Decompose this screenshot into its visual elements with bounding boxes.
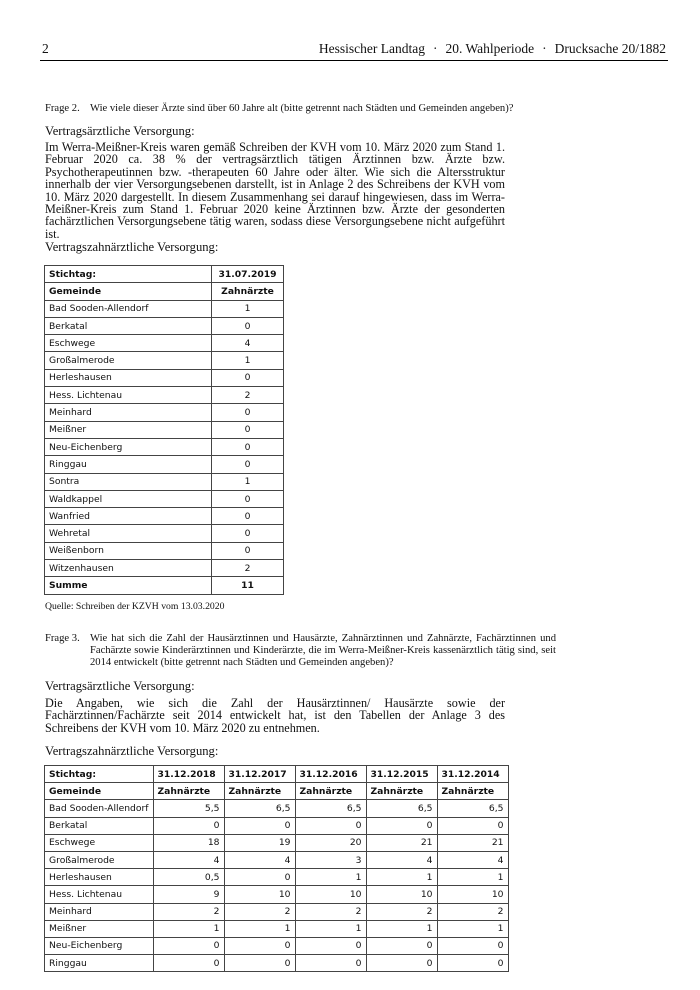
municipality-name: Meißner bbox=[45, 421, 212, 438]
municipality-name: Meißner bbox=[45, 920, 154, 937]
dentist-count: 0 bbox=[212, 542, 284, 559]
table-source: Quelle: Schreiben der KZVH vom 13.03.2020 bbox=[45, 601, 225, 612]
dentist-count: 1 bbox=[437, 869, 508, 886]
stichtag-date: 31.07.2019 bbox=[212, 266, 284, 283]
municipality-name: Ringgau bbox=[45, 456, 212, 473]
dentist-count: 2 bbox=[437, 903, 508, 920]
question-label: Frage 2. bbox=[45, 103, 80, 114]
municipality-name: Wehretal bbox=[45, 525, 212, 542]
table-sum-row bbox=[45, 577, 284, 594]
dentists-2019-table bbox=[44, 265, 284, 595]
dentist-count: 0 bbox=[224, 817, 295, 834]
municipality-name: Herleshausen bbox=[45, 369, 212, 386]
stichtag-label: Stichtag: bbox=[45, 266, 212, 283]
stichtag-label: Stichtag: bbox=[45, 766, 154, 783]
section-heading: Vertragsärztliche Versorgung: bbox=[45, 124, 195, 138]
dentist-count: 0 bbox=[366, 817, 437, 834]
stichtag-date: 31.12.2017 bbox=[224, 766, 295, 783]
stichtag-date: 31.12.2014 bbox=[437, 766, 508, 783]
municipality-name: Witzenhausen bbox=[45, 560, 212, 577]
table-row bbox=[45, 817, 509, 834]
dentist-count: 0 bbox=[212, 438, 284, 455]
dentist-count: 2 bbox=[366, 903, 437, 920]
municipality-name: Wanfried bbox=[45, 508, 212, 525]
column-header-zahnaerzte: Zahnärzte bbox=[212, 283, 284, 300]
dentist-count: 21 bbox=[437, 834, 508, 851]
dentist-count: 2 bbox=[153, 903, 224, 920]
answer-paragraph: Im Werra-Meißner-Kreis waren gemäß Schreiben der KVH vom 10. März 2020 zum Stand 1. Februar 2020 ca. 38 % der vertragsärztlich tätigen Ärztinnen bzw. Ärzte bzw. Psychotherapeutinnen bzw. -therapeuten 60 Jahre oder älter. Wie sich die Altersstruktur innerhalb der vier Versorgungsebenen darstellt, ist in Anlage 2 des Schreibens der KVH vom 10. März 2020 dargestellt. In diesem Zusammenhang sei darauf hingewiesen, dass im Werra-Meißner-Kreis zum Stand 1. Februar 2020 keine Ärztinnen bzw. Ärzte der gesonderten fachärztlichen Versorgungsebene tätig waren, sodass diese Versorgungsebene nicht aufgeführt ist. bbox=[45, 140, 505, 241]
dentist-count: 5,5 bbox=[153, 800, 224, 817]
dentist-count: 0 bbox=[437, 937, 508, 954]
column-header-gemeinde: Gemeinde bbox=[45, 283, 212, 300]
dentist-count: 0 bbox=[153, 817, 224, 834]
stichtag-date: 31.12.2018 bbox=[153, 766, 224, 783]
table-header-row bbox=[45, 783, 509, 800]
table-row bbox=[45, 834, 509, 851]
dentist-count: 0 bbox=[212, 456, 284, 473]
dentist-count: 4 bbox=[212, 335, 284, 352]
dentist-count: 18 bbox=[153, 834, 224, 851]
dentist-count: 6,5 bbox=[366, 800, 437, 817]
municipality-name: Herleshausen bbox=[45, 869, 154, 886]
dentist-count: 0 bbox=[366, 937, 437, 954]
header-period: 20. Wahlperiode bbox=[445, 41, 535, 56]
table-header-row bbox=[45, 766, 509, 783]
dentist-count: 0 bbox=[212, 404, 284, 421]
table-row bbox=[45, 369, 284, 386]
separator-dot: · bbox=[433, 41, 438, 56]
question-label: Frage 3. bbox=[45, 633, 80, 644]
municipality-name: Großalmerode bbox=[45, 851, 154, 868]
municipality-name: Meinhard bbox=[45, 903, 154, 920]
dentist-count: 4 bbox=[153, 851, 224, 868]
dentist-count: 0 bbox=[212, 525, 284, 542]
table-row bbox=[45, 300, 284, 317]
table-row bbox=[45, 490, 284, 507]
table-row bbox=[45, 317, 284, 334]
dentist-count: 1 bbox=[295, 869, 366, 886]
table-row bbox=[45, 404, 284, 421]
dentist-count: 10 bbox=[437, 886, 508, 903]
table-row bbox=[45, 438, 284, 455]
column-header-zahnaerzte: Zahnärzte bbox=[224, 783, 295, 800]
table-row bbox=[45, 955, 509, 972]
dentist-count: 0,5 bbox=[153, 869, 224, 886]
table-row bbox=[45, 387, 284, 404]
dentist-count: 4 bbox=[366, 851, 437, 868]
table-row bbox=[45, 886, 509, 903]
stichtag-date: 31.12.2015 bbox=[366, 766, 437, 783]
table-row bbox=[45, 456, 284, 473]
dentist-count: 0 bbox=[295, 937, 366, 954]
municipality-name: Neu-Eichenberg bbox=[45, 438, 212, 455]
municipality-name: Hess. Lichtenau bbox=[45, 387, 212, 404]
municipality-name: Hess. Lichtenau bbox=[45, 886, 154, 903]
dentist-count: 10 bbox=[295, 886, 366, 903]
column-header-zahnaerzte: Zahnärzte bbox=[437, 783, 508, 800]
dentist-count: 3 bbox=[295, 851, 366, 868]
municipality-name: Großalmerode bbox=[45, 352, 212, 369]
table-row bbox=[45, 335, 284, 352]
dentist-count: 0 bbox=[224, 869, 295, 886]
dentist-count: 0 bbox=[212, 508, 284, 525]
dentist-count: 2 bbox=[212, 387, 284, 404]
dentist-count: 2 bbox=[212, 560, 284, 577]
section-heading: Vertragsärztliche Versorgung: bbox=[45, 679, 195, 693]
column-header-zahnaerzte: Zahnärzte bbox=[295, 783, 366, 800]
sum-label: Summe bbox=[45, 577, 212, 594]
table-row bbox=[45, 800, 509, 817]
dentist-count: 0 bbox=[212, 490, 284, 507]
dentist-count: 1 bbox=[366, 920, 437, 937]
column-header-zahnaerzte: Zahnärzte bbox=[153, 783, 224, 800]
header-publisher: Hessischer Landtag bbox=[318, 41, 426, 56]
section-heading: Vertragszahnärztliche Versorgung: bbox=[45, 240, 219, 254]
table-row bbox=[45, 473, 284, 490]
dentist-count: 1 bbox=[153, 920, 224, 937]
table-row bbox=[45, 869, 509, 886]
dentist-count: 1 bbox=[212, 300, 284, 317]
column-header-zahnaerzte: Zahnärzte bbox=[366, 783, 437, 800]
table-row bbox=[45, 937, 509, 954]
dentist-count: 10 bbox=[224, 886, 295, 903]
dentist-count: 1 bbox=[224, 920, 295, 937]
dentist-count: 1 bbox=[295, 920, 366, 937]
dentist-count: 0 bbox=[295, 817, 366, 834]
dentist-count: 1 bbox=[212, 352, 284, 369]
municipality-name: Eschwege bbox=[45, 834, 154, 851]
municipality-name: Bad Sooden-Allendorf bbox=[45, 300, 212, 317]
table-row bbox=[45, 352, 284, 369]
dentist-count: 9 bbox=[153, 886, 224, 903]
dentist-count: 1 bbox=[212, 473, 284, 490]
dentist-count: 0 bbox=[437, 817, 508, 834]
dentist-count: 0 bbox=[212, 369, 284, 386]
table-header-row bbox=[45, 283, 284, 300]
municipality-name: Waldkappel bbox=[45, 490, 212, 507]
municipality-name: Berkatal bbox=[45, 817, 154, 834]
page-number: 2 bbox=[42, 41, 49, 56]
stichtag-date: 31.12.2016 bbox=[295, 766, 366, 783]
dentist-count: 0 bbox=[366, 955, 437, 972]
dentist-count: 0 bbox=[153, 955, 224, 972]
dentist-count: 4 bbox=[437, 851, 508, 868]
dentist-count: 0 bbox=[437, 955, 508, 972]
dentist-count: 0 bbox=[224, 937, 295, 954]
dentist-count: 0 bbox=[153, 937, 224, 954]
dentist-count: 0 bbox=[212, 317, 284, 334]
dentist-count: 21 bbox=[366, 834, 437, 851]
municipality-name: Ringgau bbox=[45, 955, 154, 972]
dentist-count: 0 bbox=[212, 421, 284, 438]
separator-dot: · bbox=[542, 41, 547, 56]
question-text: Wie viele dieser Ärzte sind über 60 Jahre alt (bitte getrennt nach Städten und Gemeinden angeben)? bbox=[90, 103, 514, 114]
dentist-count: 1 bbox=[366, 869, 437, 886]
dentists-development-table bbox=[44, 765, 509, 972]
municipality-name: Sontra bbox=[45, 473, 212, 490]
table-row bbox=[45, 903, 509, 920]
table-header-row bbox=[45, 266, 284, 283]
dentist-count: 0 bbox=[295, 955, 366, 972]
page-header bbox=[40, 40, 668, 61]
dentist-count: 20 bbox=[295, 834, 366, 851]
dentist-count: 6,5 bbox=[295, 800, 366, 817]
municipality-name: Neu-Eichenberg bbox=[45, 937, 154, 954]
municipality-name: Berkatal bbox=[45, 317, 212, 334]
dentist-count: 6,5 bbox=[437, 800, 508, 817]
answer-paragraph: Die Angaben, wie sich die Zahl der Hausärztinnen/ Hausärzte sowie der Fachärztinnen/Fachärzte seit 2014 entwickelt hat, ist den Tabellen der Anlage 3 des Schreibens der KVH vom 10. März 2020 zu entnehmen. bbox=[45, 696, 505, 735]
dentist-count: 2 bbox=[224, 903, 295, 920]
table-row bbox=[45, 851, 509, 868]
dentist-count: 19 bbox=[224, 834, 295, 851]
dentist-count: 2 bbox=[295, 903, 366, 920]
header-reference bbox=[319, 41, 666, 57]
question-text: Wie hat sich die Zahl der Hausärztinnen und Hausärzte, Zahnärztinnen und Zahnärzte, Fachärztinnen und Fachärzte sowie Kinderärztinnen und Kinderärzte, die im Werra-Meißner-Kreis kassenärztlich tätig sind, seit 2014 entwickelt (bitte getrennt nach Städten und Gemeinden angeben)? bbox=[90, 633, 556, 668]
sum-value: 11 bbox=[212, 577, 284, 594]
municipality-name: Weißenborn bbox=[45, 542, 212, 559]
municipality-name: Bad Sooden-Allendorf bbox=[45, 800, 154, 817]
table-row bbox=[45, 508, 284, 525]
table-row bbox=[45, 560, 284, 577]
table-row bbox=[45, 525, 284, 542]
section-heading: Vertragszahnärztliche Versorgung: bbox=[45, 744, 219, 758]
municipality-name: Meinhard bbox=[45, 404, 212, 421]
dentist-count: 1 bbox=[437, 920, 508, 937]
column-header-gemeinde: Gemeinde bbox=[45, 783, 154, 800]
dentist-count: 4 bbox=[224, 851, 295, 868]
dentist-count: 0 bbox=[224, 955, 295, 972]
municipality-name: Eschwege bbox=[45, 335, 212, 352]
table-row bbox=[45, 920, 509, 937]
dentist-count: 6,5 bbox=[224, 800, 295, 817]
table-row bbox=[45, 421, 284, 438]
table-row bbox=[45, 542, 284, 559]
header-document: Drucksache 20/1882 bbox=[554, 41, 666, 56]
dentist-count: 10 bbox=[366, 886, 437, 903]
